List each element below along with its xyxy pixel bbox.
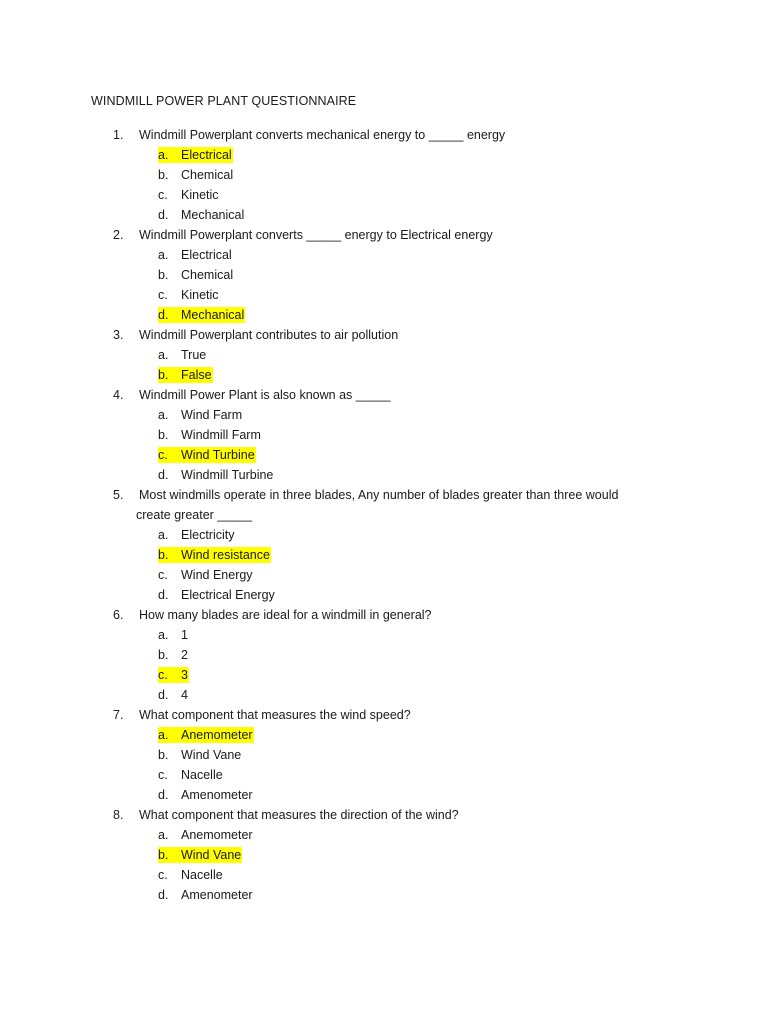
option-text: 2 (181, 648, 188, 662)
option-letter: c. (158, 448, 168, 462)
answer-option (0, 685, 768, 705)
answer-option (0, 785, 768, 805)
highlighted-answer (158, 367, 213, 383)
question-5 (0, 485, 768, 605)
option-text: Kinetic (181, 288, 219, 302)
answer-choice (158, 867, 224, 883)
option-letter: b. (158, 168, 169, 182)
answer-option (0, 145, 768, 165)
document-title: WINDMILL POWER PLANT QUESTIONNAIRE (91, 94, 357, 108)
question-line (0, 125, 768, 145)
option-letter: a. (158, 628, 169, 642)
option-letter: c. (158, 668, 168, 682)
question-text: Windmill Powerplant converts mechanical energy to _____ energy (139, 128, 506, 142)
answer-choice (158, 427, 262, 443)
highlighted-answer (158, 727, 254, 743)
option-letter: a. (158, 528, 169, 542)
option-letter: a. (158, 728, 169, 742)
highlighted-answer (158, 847, 242, 863)
question-line (0, 805, 768, 825)
question-text: What component that measures the direction of the wind? (139, 808, 459, 822)
option-text: Chemical (181, 168, 234, 182)
option-letter: c. (158, 188, 168, 202)
option-letter: c. (158, 288, 168, 302)
answer-option (0, 545, 768, 565)
answer-choice (158, 767, 224, 783)
option-letter: d. (158, 788, 169, 802)
option-letter: c. (158, 768, 168, 782)
option-text: Wind resistance (181, 548, 270, 562)
option-text: Nacelle (181, 768, 223, 782)
option-text: Electrical (181, 248, 232, 262)
answer-option (0, 185, 768, 205)
highlighted-answer (158, 147, 233, 163)
question-text: create greater _____ (136, 508, 253, 522)
option-text: Anemometer (181, 728, 253, 742)
answer-choice (158, 747, 242, 763)
option-letter: d. (158, 888, 169, 902)
question-line (0, 705, 768, 725)
option-text: 1 (181, 628, 188, 642)
answer-choice (158, 167, 234, 183)
option-letter: b. (158, 268, 169, 282)
option-letter: b. (158, 428, 169, 442)
answer-option (0, 645, 768, 665)
question-number: 3. (113, 328, 124, 342)
option-text: 3 (181, 668, 188, 682)
option-letter: a. (158, 828, 169, 842)
answer-choice (158, 207, 245, 223)
answer-choice (158, 787, 254, 803)
question-number: 6. (113, 608, 124, 622)
option-letter: c. (158, 868, 168, 882)
question-3 (0, 325, 768, 385)
answer-option (0, 885, 768, 905)
answer-option (0, 825, 768, 845)
option-text: Mechanical (181, 208, 245, 222)
answer-choice (158, 467, 274, 483)
option-text: Wind Farm (181, 408, 243, 422)
option-text: Chemical (181, 268, 234, 282)
option-letter: d. (158, 688, 169, 702)
answer-choice (158, 887, 254, 903)
question-4 (0, 385, 768, 485)
answer-choice (158, 687, 189, 703)
answer-choice (158, 627, 189, 643)
answer-choice (158, 407, 243, 423)
option-text: Wind Energy (181, 568, 253, 582)
answer-choice (158, 247, 233, 263)
question-number: 2. (113, 228, 124, 242)
highlighted-answer (158, 547, 271, 563)
option-text: Windmill Turbine (181, 468, 274, 482)
option-text: Amenometer (181, 788, 253, 802)
answer-option (0, 565, 768, 585)
question-list (0, 125, 768, 905)
option-letter: a. (158, 408, 169, 422)
option-text: Kinetic (181, 188, 219, 202)
answer-option (0, 245, 768, 265)
answer-option (0, 845, 768, 865)
answer-choice (158, 347, 207, 363)
option-text: Wind Vane (181, 748, 242, 762)
answer-option (0, 625, 768, 645)
answer-option (0, 285, 768, 305)
question-text: Windmill Powerplant contributes to air pollution (139, 328, 399, 342)
answer-option (0, 745, 768, 765)
answer-option (0, 865, 768, 885)
option-text: Electrical Energy (181, 588, 275, 602)
option-text: Electrical (181, 148, 232, 162)
answer-option (0, 765, 768, 785)
answer-option (0, 665, 768, 685)
option-text: Windmill Farm (181, 428, 261, 442)
question-7 (0, 705, 768, 805)
option-text: Electricity (181, 528, 235, 542)
answer-option (0, 585, 768, 605)
option-text: Mechanical (181, 308, 245, 322)
answer-option (0, 405, 768, 425)
option-letter: c. (158, 568, 168, 582)
answer-option (0, 205, 768, 225)
highlighted-answer (158, 667, 189, 683)
question-line (0, 505, 768, 525)
answer-option (0, 165, 768, 185)
option-letter: b. (158, 748, 169, 762)
answer-option (0, 345, 768, 365)
question-text: How many blades are ideal for a windmill in general? (139, 608, 432, 622)
question-number: 7. (113, 708, 124, 722)
option-letter: d. (158, 208, 169, 222)
option-letter: d. (158, 468, 169, 482)
question-line (0, 325, 768, 345)
answer-option (0, 425, 768, 445)
answer-option (0, 305, 768, 325)
option-letter: b. (158, 548, 169, 562)
option-letter: b. (158, 848, 169, 862)
question-line (0, 385, 768, 405)
answer-option (0, 465, 768, 485)
option-text: Wind Turbine (181, 448, 255, 462)
question-line (0, 605, 768, 625)
answer-choice (158, 827, 254, 843)
option-letter: d. (158, 308, 169, 322)
option-text: Anemometer (181, 828, 253, 842)
option-text: Amenometer (181, 888, 253, 902)
question-1 (0, 125, 768, 225)
option-letter: b. (158, 368, 169, 382)
question-2 (0, 225, 768, 325)
option-letter: a. (158, 148, 169, 162)
answer-option (0, 525, 768, 545)
answer-choice (158, 587, 276, 603)
answer-choice (158, 647, 189, 663)
question-text: Windmill Power Plant is also known as _____ (139, 388, 391, 402)
answer-option (0, 365, 768, 385)
answer-choice (158, 527, 235, 543)
option-text: Nacelle (181, 868, 223, 882)
answer-option (0, 445, 768, 465)
option-letter: a. (158, 348, 169, 362)
question-text: What component that measures the wind speed? (139, 708, 411, 722)
question-line (0, 225, 768, 245)
question-number: 5. (113, 488, 124, 502)
option-text: True (181, 348, 207, 362)
question-number: 1. (113, 128, 124, 142)
highlighted-answer (158, 307, 245, 323)
answer-option (0, 265, 768, 285)
question-text: Windmill Powerplant converts _____ energy to Electrical energy (139, 228, 493, 242)
question-number: 8. (113, 808, 124, 822)
option-letter: a. (158, 248, 169, 262)
question-8 (0, 805, 768, 905)
option-text: False (181, 368, 212, 382)
question-text: Most windmills operate in three blades, Any number of blades greater than three would (139, 488, 619, 502)
option-text: Wind Vane (181, 848, 242, 862)
answer-choice (158, 287, 220, 303)
question-6 (0, 605, 768, 705)
answer-choice (158, 267, 234, 283)
question-number: 4. (113, 388, 124, 402)
question-line (0, 485, 768, 505)
option-letter: b. (158, 648, 169, 662)
highlighted-answer (158, 447, 256, 463)
option-letter: d. (158, 588, 169, 602)
answer-choice (158, 567, 254, 583)
answer-choice (158, 187, 220, 203)
answer-option (0, 725, 768, 745)
option-text: 4 (181, 688, 188, 702)
